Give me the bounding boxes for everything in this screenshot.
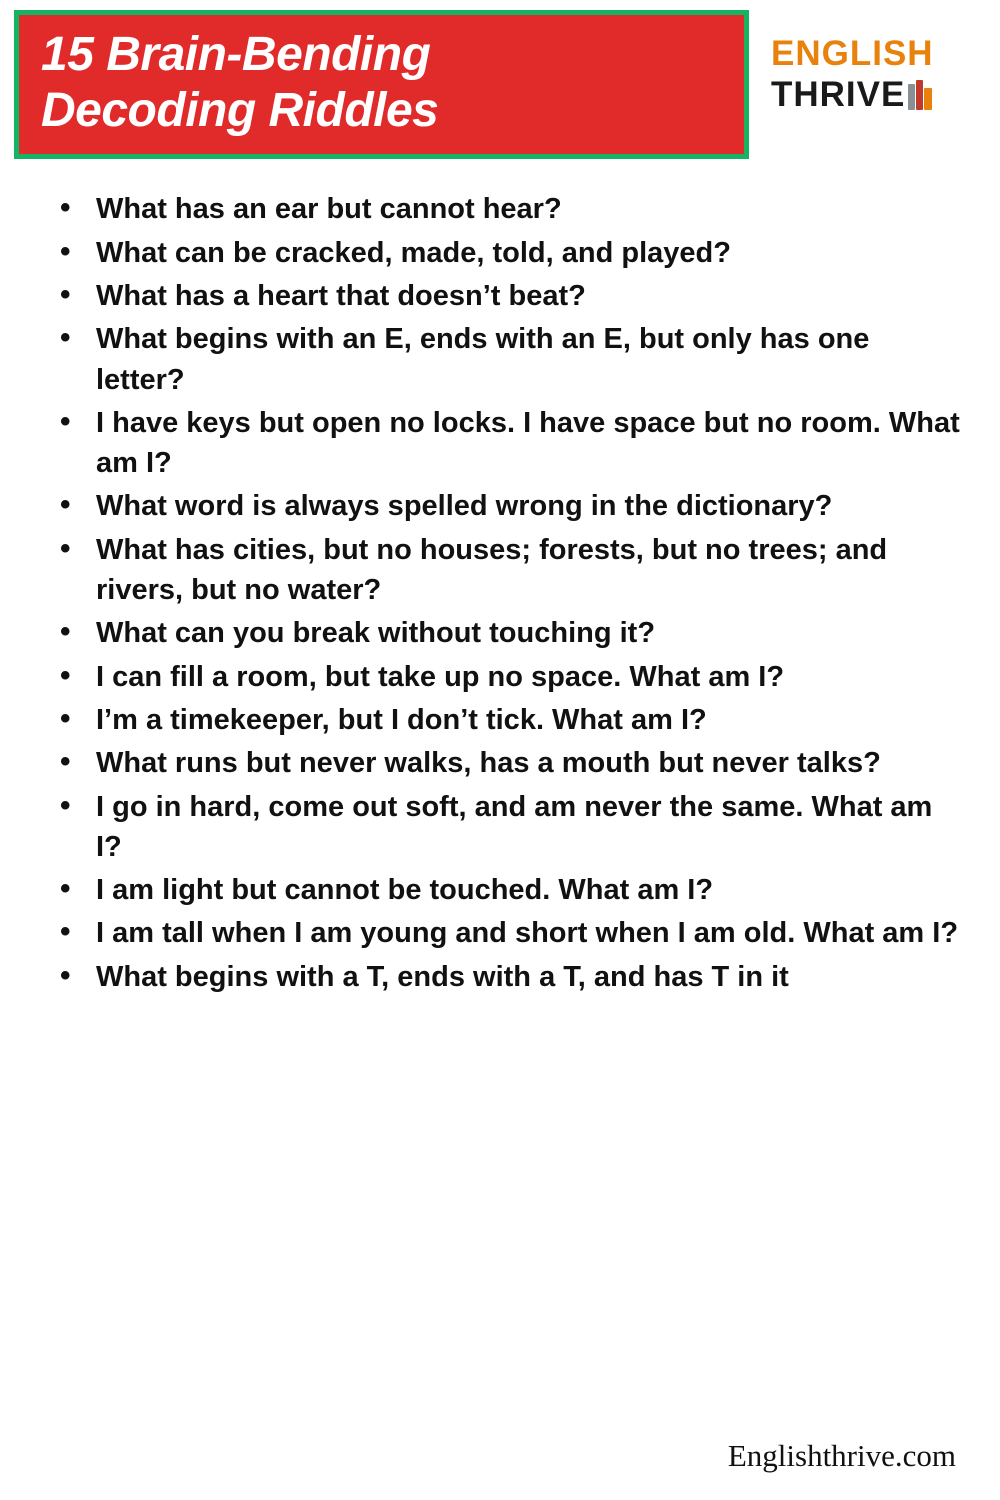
brand-logo — [771, 36, 934, 112]
page-title-line-1: 15 Brain-Bending — [41, 28, 431, 81]
list-item: • What runs but never walks, has a mouth but never talks? — [86, 743, 960, 783]
list-item: • I have keys but open no locks. I have space but no room. What am I? — [86, 403, 960, 484]
list-item: • What has an ear but cannot hear? — [86, 189, 960, 229]
list-item: • What begins with a T, ends with a T, and has T in it — [86, 957, 960, 997]
title-box — [14, 10, 749, 159]
header — [0, 0, 1000, 159]
brand-name-top: ENGLISH — [771, 34, 934, 73]
list-item: • I am tall when I am young and short when I am old. What am I? — [86, 913, 960, 953]
footer — [0, 1438, 1000, 1500]
books-icon — [908, 80, 934, 110]
list-item: • I am light but cannot be touched. What am I? — [86, 870, 960, 910]
brand-name-bottom: THRIVE — [771, 75, 906, 114]
page-title-line-2: Decoding Riddles — [41, 83, 439, 137]
list-item: • I can fill a room, but take up no space. What am I? — [86, 657, 960, 697]
list-item: • What can be cracked, made, told, and played? — [86, 233, 960, 273]
list-item: • What has cities, but no houses; forests, but no trees; and rivers, but no water? — [86, 530, 960, 611]
list-item: • What word is always spelled wrong in the dictionary? — [86, 486, 960, 526]
list-item: • What has a heart that doesn’t beat? — [86, 276, 960, 316]
riddle-list — [40, 189, 960, 997]
brand-name-bottom-row — [771, 77, 934, 112]
list-item: • What begins with an E, ends with an E, but only has one letter? — [86, 319, 960, 400]
website-url: Englishthrive.com — [727, 1438, 956, 1473]
list-item: • I’m a timekeeper, but I don’t tick. What am I? — [86, 700, 960, 740]
list-item: • What can you break without touching it? — [86, 613, 960, 653]
riddle-list-container — [0, 159, 1000, 1438]
list-item: • I go in hard, come out soft, and am never the same. What am I? — [86, 787, 960, 868]
